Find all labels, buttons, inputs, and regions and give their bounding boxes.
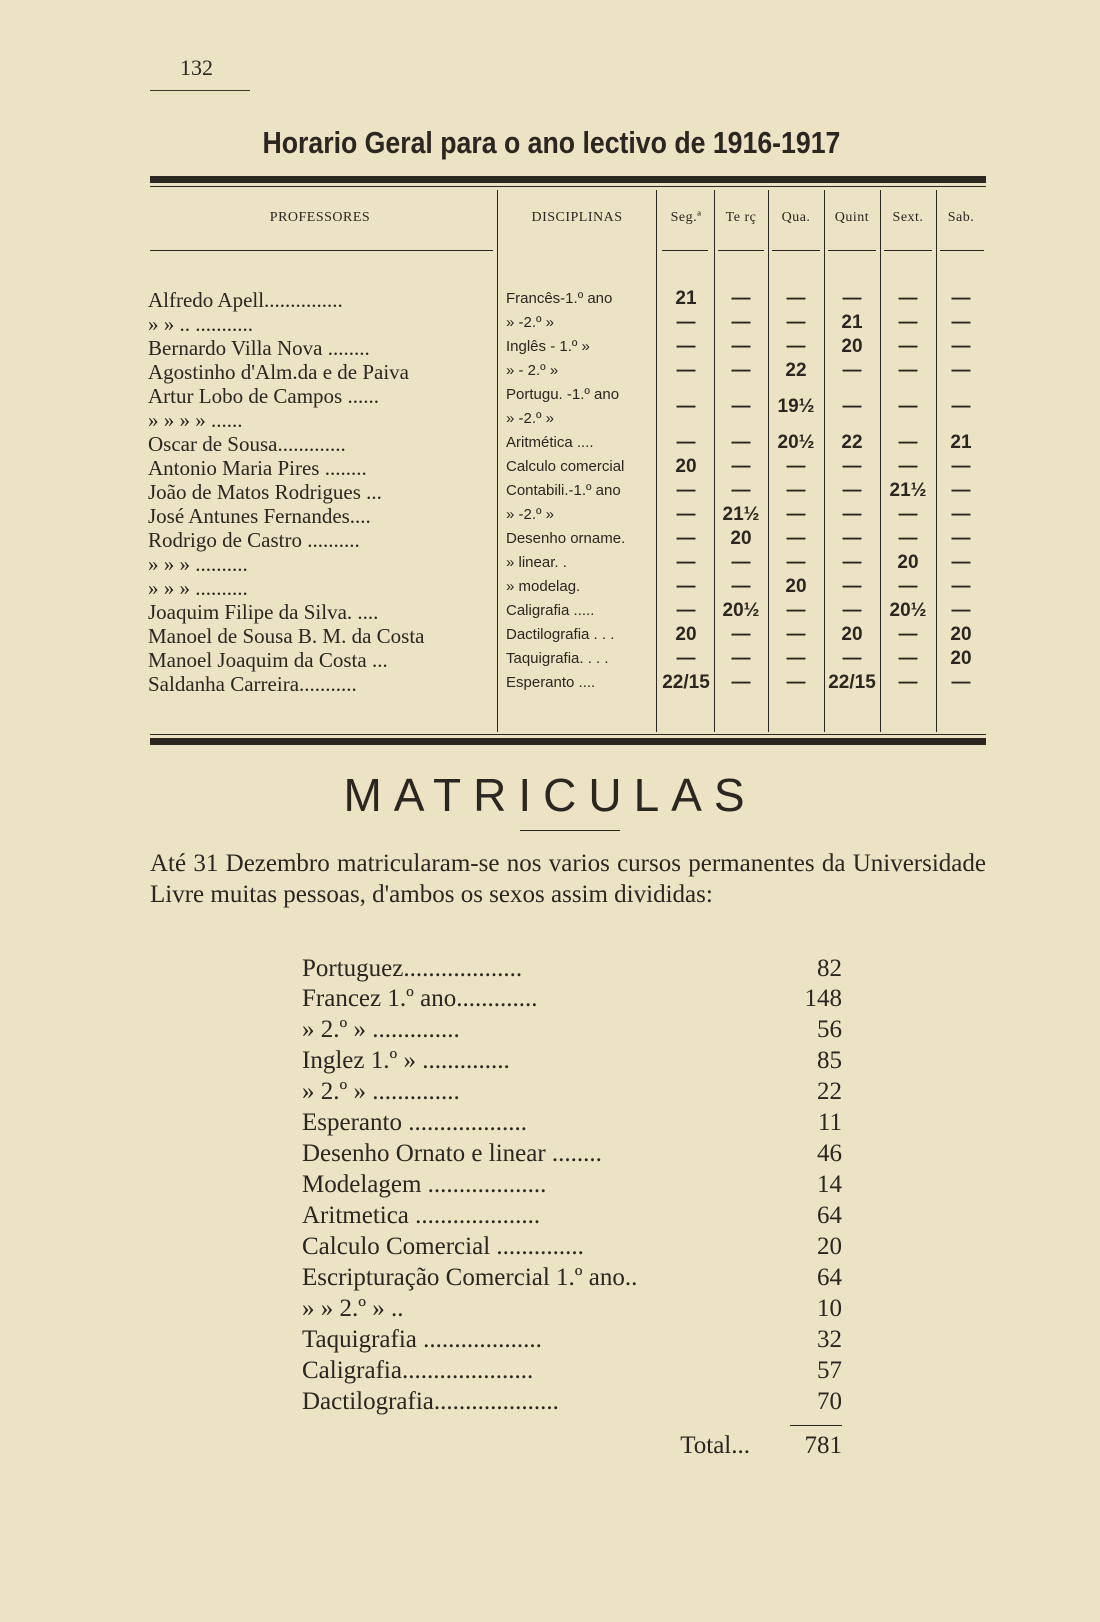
matriculas-intro: Até 31 Dezembro matricularam-se nos varios cursos permanentes da Universidade Livre muitas pessoas, d'ambos os sexos assim divididas:: [150, 850, 986, 908]
hour-cell: —: [842, 288, 862, 309]
hour-cell: —: [898, 576, 918, 597]
total-value: 781: [804, 1432, 842, 1459]
course-label: Dactilografia....................: [302, 1388, 559, 1415]
hour-cell: —: [676, 360, 696, 381]
header-day: Seg.ª: [670, 210, 702, 225]
course-label: Esperanto ...................: [302, 1109, 527, 1136]
hour-cell: —: [842, 528, 862, 549]
table-row: [0, 648, 1100, 672]
course-label: Desenho Ornato e linear ........: [302, 1140, 602, 1167]
hour-cell: —: [951, 288, 971, 309]
table-row: [0, 672, 1100, 696]
hour-cell: 20: [675, 456, 697, 477]
course-count: 56: [817, 1016, 842, 1043]
hour-cell: —: [898, 456, 918, 477]
hour-cell: —: [898, 312, 918, 333]
professor-name: Bernardo Villa Nova ........: [148, 336, 370, 360]
hour-cell: —: [731, 312, 751, 333]
hour-cell: —: [898, 648, 918, 669]
course-count: 20: [817, 1233, 842, 1260]
course-label: Taquigrafia ...................: [302, 1326, 542, 1353]
header-disciplines: DISCIPLINAS: [531, 210, 623, 225]
professor-name: Oscar de Sousa.............: [148, 432, 346, 456]
hour-cell: —: [898, 528, 918, 549]
enrolment-row: [302, 1388, 842, 1418]
course-label: Inglez 1.º » ..............: [302, 1047, 510, 1074]
hour-cell: —: [951, 552, 971, 573]
table-row: [0, 384, 1100, 417]
hour-cell: —: [951, 360, 971, 381]
hour-cell: —: [786, 456, 806, 477]
enrolment-row: [302, 1140, 842, 1170]
table-row: [0, 456, 1100, 480]
course-label: Francez 1.º ano.............: [302, 985, 538, 1012]
professor-name: Artur Lobo de Campos ......: [148, 384, 379, 408]
course-label: Aritmetica ....................: [302, 1202, 541, 1229]
hour-cell: —: [786, 312, 806, 333]
discipline: Caligrafia .....: [506, 602, 595, 619]
enrolment-row: [302, 1357, 842, 1387]
course-label: » 2.º » ..............: [302, 1016, 460, 1043]
course-count: 64: [817, 1264, 842, 1291]
enrolment-row: [302, 1016, 842, 1046]
hour-cell: —: [786, 504, 806, 525]
enrolment-row: [302, 1264, 842, 1294]
course-count: 14: [817, 1171, 842, 1198]
hour-cell: 21: [841, 312, 863, 333]
course-count: 11: [817, 1109, 842, 1136]
course-label: Escripturação Comercial 1.º ano..: [302, 1264, 638, 1291]
header-underline: [718, 250, 764, 251]
course-count: 22: [817, 1078, 842, 1105]
discipline: Aritmética ....: [506, 434, 594, 451]
discipline: Inglês - 1.º »: [506, 338, 590, 355]
hour-cell: —: [786, 600, 806, 621]
hour-cell: —: [898, 432, 918, 453]
course-count: 64: [817, 1202, 842, 1229]
discipline: Taquigrafia. . . .: [506, 650, 609, 667]
hour-cell: —: [786, 552, 806, 573]
enrolment-row: [302, 1202, 842, 1232]
table-bottom-thin-rule: [150, 734, 986, 735]
hour-cell: —: [731, 288, 751, 309]
hour-cell: 20: [897, 552, 919, 573]
table-top-thin-rule: [150, 186, 986, 187]
course-count: 148: [804, 985, 842, 1012]
discipline: » -2.º »: [506, 314, 555, 331]
course-count: 85: [817, 1047, 842, 1074]
header-underline: [150, 250, 493, 251]
course-count: 82: [817, 955, 842, 982]
professor-name: » » .. ...........: [148, 312, 253, 336]
hour-cell: 20: [841, 336, 863, 357]
hour-cell: —: [898, 336, 918, 357]
hour-cell: 20: [841, 624, 863, 645]
table-row: [0, 528, 1100, 552]
table-row: [0, 312, 1100, 336]
discipline: » - 2.º »: [506, 362, 559, 379]
hour-cell: 21: [950, 432, 972, 453]
table-row: [0, 360, 1100, 384]
table-row: [0, 432, 1100, 456]
discipline: Dactilografia . . .: [506, 626, 615, 643]
hour-cell: —: [786, 624, 806, 645]
hour-cell: —: [731, 432, 751, 453]
course-count: 10: [817, 1295, 842, 1322]
hour-cell: —: [951, 312, 971, 333]
hour-cell: —: [951, 456, 971, 477]
hour-cell: 20½: [777, 432, 815, 453]
discipline: Esperanto ....: [506, 674, 596, 691]
hour-cell: —: [951, 528, 971, 549]
hour-cell: 20: [950, 648, 972, 669]
discipline: » modelag.: [506, 578, 581, 595]
total-label: Total...: [680, 1432, 750, 1459]
discipline: » linear. .: [506, 554, 567, 571]
hour-cell: —: [731, 480, 751, 501]
hour-cell: —: [676, 552, 696, 573]
hour-cell: —: [786, 288, 806, 309]
hour-cell: —: [898, 624, 918, 645]
hour-cell: —: [842, 576, 862, 597]
table-row: [0, 600, 1100, 624]
hour-cell: 20: [950, 624, 972, 645]
hour-cell: —: [951, 600, 971, 621]
hour-cell: —: [731, 336, 751, 357]
course-label: Portuguez...................: [302, 955, 523, 982]
hour-cell: —: [786, 648, 806, 669]
header-professors: PROFESSORES: [269, 210, 371, 225]
hour-cell: —: [676, 480, 696, 501]
hour-cell: 22: [785, 360, 807, 381]
hour-cell: —: [731, 552, 751, 573]
hour-cell: —: [676, 528, 696, 549]
hour-cell: —: [842, 360, 862, 381]
hour-cell: 22/15: [662, 672, 710, 693]
hour-cell: —: [676, 576, 696, 597]
hour-cell: —: [951, 672, 971, 693]
professor-name: Alfredo Apell...............: [148, 288, 343, 312]
professor-name: José Antunes Fernandes....: [148, 504, 371, 528]
header-underline: [828, 250, 876, 251]
hour-cell: —: [951, 480, 971, 501]
table-row: [0, 336, 1100, 360]
enrolment-row: [302, 955, 842, 985]
total-rule: [790, 1425, 842, 1426]
hour-cell: —: [842, 648, 862, 669]
professor-name: Antonio Maria Pires ........: [148, 456, 367, 480]
table-row: [0, 480, 1100, 504]
hour-cell: —: [842, 504, 862, 525]
professor-name: Joaquim Filipe da Silva. ....: [148, 600, 379, 624]
table-bottom-rule: [150, 738, 986, 745]
course-count: 32: [817, 1326, 842, 1353]
table-row: [0, 624, 1100, 648]
hour-cell: —: [842, 600, 862, 621]
hour-cell: —: [898, 360, 918, 381]
enrolment-row: [302, 1326, 842, 1356]
hour-cell: —: [731, 456, 751, 477]
hour-cell: —: [951, 576, 971, 597]
header-day: Te rç: [725, 210, 757, 225]
discipline: Calculo comercial: [506, 458, 625, 475]
hour-cell: —: [842, 456, 862, 477]
table-row: [0, 576, 1100, 600]
professor-name: » » » ..........: [148, 576, 248, 600]
course-count: 46: [817, 1140, 842, 1167]
table-row: [0, 288, 1100, 312]
hour-cell: 20½: [889, 600, 927, 621]
hour-cell: —: [731, 648, 751, 669]
hour-cell: —: [731, 576, 751, 597]
hour-cell: —: [731, 396, 751, 417]
schedule-title: Horario Geral para o ano lectivo de 1916-1917: [262, 125, 841, 160]
hour-cell: —: [951, 396, 971, 417]
hour-cell: —: [731, 672, 751, 693]
hour-cell: —: [676, 504, 696, 525]
hour-cell: —: [842, 552, 862, 573]
hour-cell: 21: [675, 288, 697, 309]
enrolment-row: [302, 1047, 842, 1077]
page-number: 132: [180, 55, 213, 80]
professor-name: » » » » ......: [148, 408, 243, 432]
hour-cell: —: [676, 396, 696, 417]
header-underline: [772, 250, 820, 251]
hour-cell: 21½: [889, 480, 927, 501]
hour-cell: —: [898, 504, 918, 525]
enrolment-row: [302, 1171, 842, 1201]
hour-cell: 22: [841, 432, 863, 453]
professor-name: Agostinho d'Alm.da e de Paiva: [148, 360, 409, 384]
total-row: [302, 1432, 842, 1462]
matriculas-heading: MATRICULAS: [343, 769, 757, 821]
discipline: » -2.º »: [506, 506, 555, 523]
hour-cell: —: [676, 336, 696, 357]
hour-cell: —: [898, 288, 918, 309]
table-row: [0, 504, 1100, 528]
course-count: 70: [817, 1388, 842, 1415]
hour-cell: —: [731, 624, 751, 645]
hour-cell: 20½: [722, 600, 760, 621]
header-underline: [662, 250, 708, 251]
discipline: » -2.º »: [506, 410, 555, 427]
professor-name: Saldanha Carreira...........: [148, 672, 357, 696]
course-label: » » 2.º » ..: [302, 1295, 404, 1322]
hour-cell: —: [731, 360, 751, 381]
table-row: [0, 552, 1100, 576]
hour-cell: —: [676, 600, 696, 621]
professor-name: Manoel Joaquim da Costa ...: [148, 648, 388, 672]
discipline: Francês-1.º ano: [506, 290, 613, 307]
course-count: 57: [817, 1357, 842, 1384]
course-label: Calculo Comercial ..............: [302, 1233, 584, 1260]
page-number-rule: [150, 90, 250, 91]
header-day: Sext.: [892, 210, 924, 225]
table-row: [0, 408, 1100, 432]
hour-cell: —: [898, 396, 918, 417]
course-label: Caligrafia.....................: [302, 1357, 534, 1384]
enrolment-row: [302, 1233, 842, 1263]
matriculas-heading-rule: [520, 830, 620, 831]
professor-name: Rodrigo de Castro ..........: [148, 528, 360, 552]
hour-cell: 20: [730, 528, 752, 549]
enrolment-row: [302, 985, 842, 1015]
hour-cell: 20: [675, 624, 697, 645]
hour-cell: —: [786, 672, 806, 693]
hour-cell: —: [786, 336, 806, 357]
header-day: Quint: [834, 210, 870, 225]
course-label: Modelagem ...................: [302, 1171, 547, 1198]
hour-cell: —: [786, 480, 806, 501]
hour-cell: —: [951, 504, 971, 525]
discipline: Contabili.-1.º ano: [506, 482, 621, 499]
hour-cell: 21½: [722, 504, 760, 525]
enrolment-row: [302, 1295, 842, 1325]
hour-cell: —: [676, 312, 696, 333]
hour-cell: —: [786, 528, 806, 549]
hour-cell: 22/15: [828, 672, 876, 693]
header-underline: [940, 250, 984, 251]
discipline: Desenho orname.: [506, 530, 626, 547]
table-top-rule: [150, 176, 986, 183]
hour-cell: —: [842, 480, 862, 501]
discipline: Portugu. -1.º ano: [506, 386, 620, 403]
hour-cell: —: [898, 672, 918, 693]
enrolment-row: [302, 1078, 842, 1108]
hour-cell: —: [676, 648, 696, 669]
professor-name: » » » ..........: [148, 552, 248, 576]
header-underline: [884, 250, 932, 251]
hour-cell: 20: [785, 576, 807, 597]
header-day: Qua.: [781, 210, 811, 225]
hour-cell: —: [842, 396, 862, 417]
hour-cell: —: [951, 336, 971, 357]
hour-cell: 19½: [777, 396, 815, 417]
course-label: » 2.º » ..............: [302, 1078, 460, 1105]
professor-name: Manoel de Sousa B. M. da Costa: [148, 624, 425, 648]
enrolment-row: [302, 1109, 842, 1139]
professor-name: João de Matos Rodrigues ...: [148, 480, 382, 504]
hour-cell: —: [676, 432, 696, 453]
header-day: Sab.: [947, 210, 975, 225]
